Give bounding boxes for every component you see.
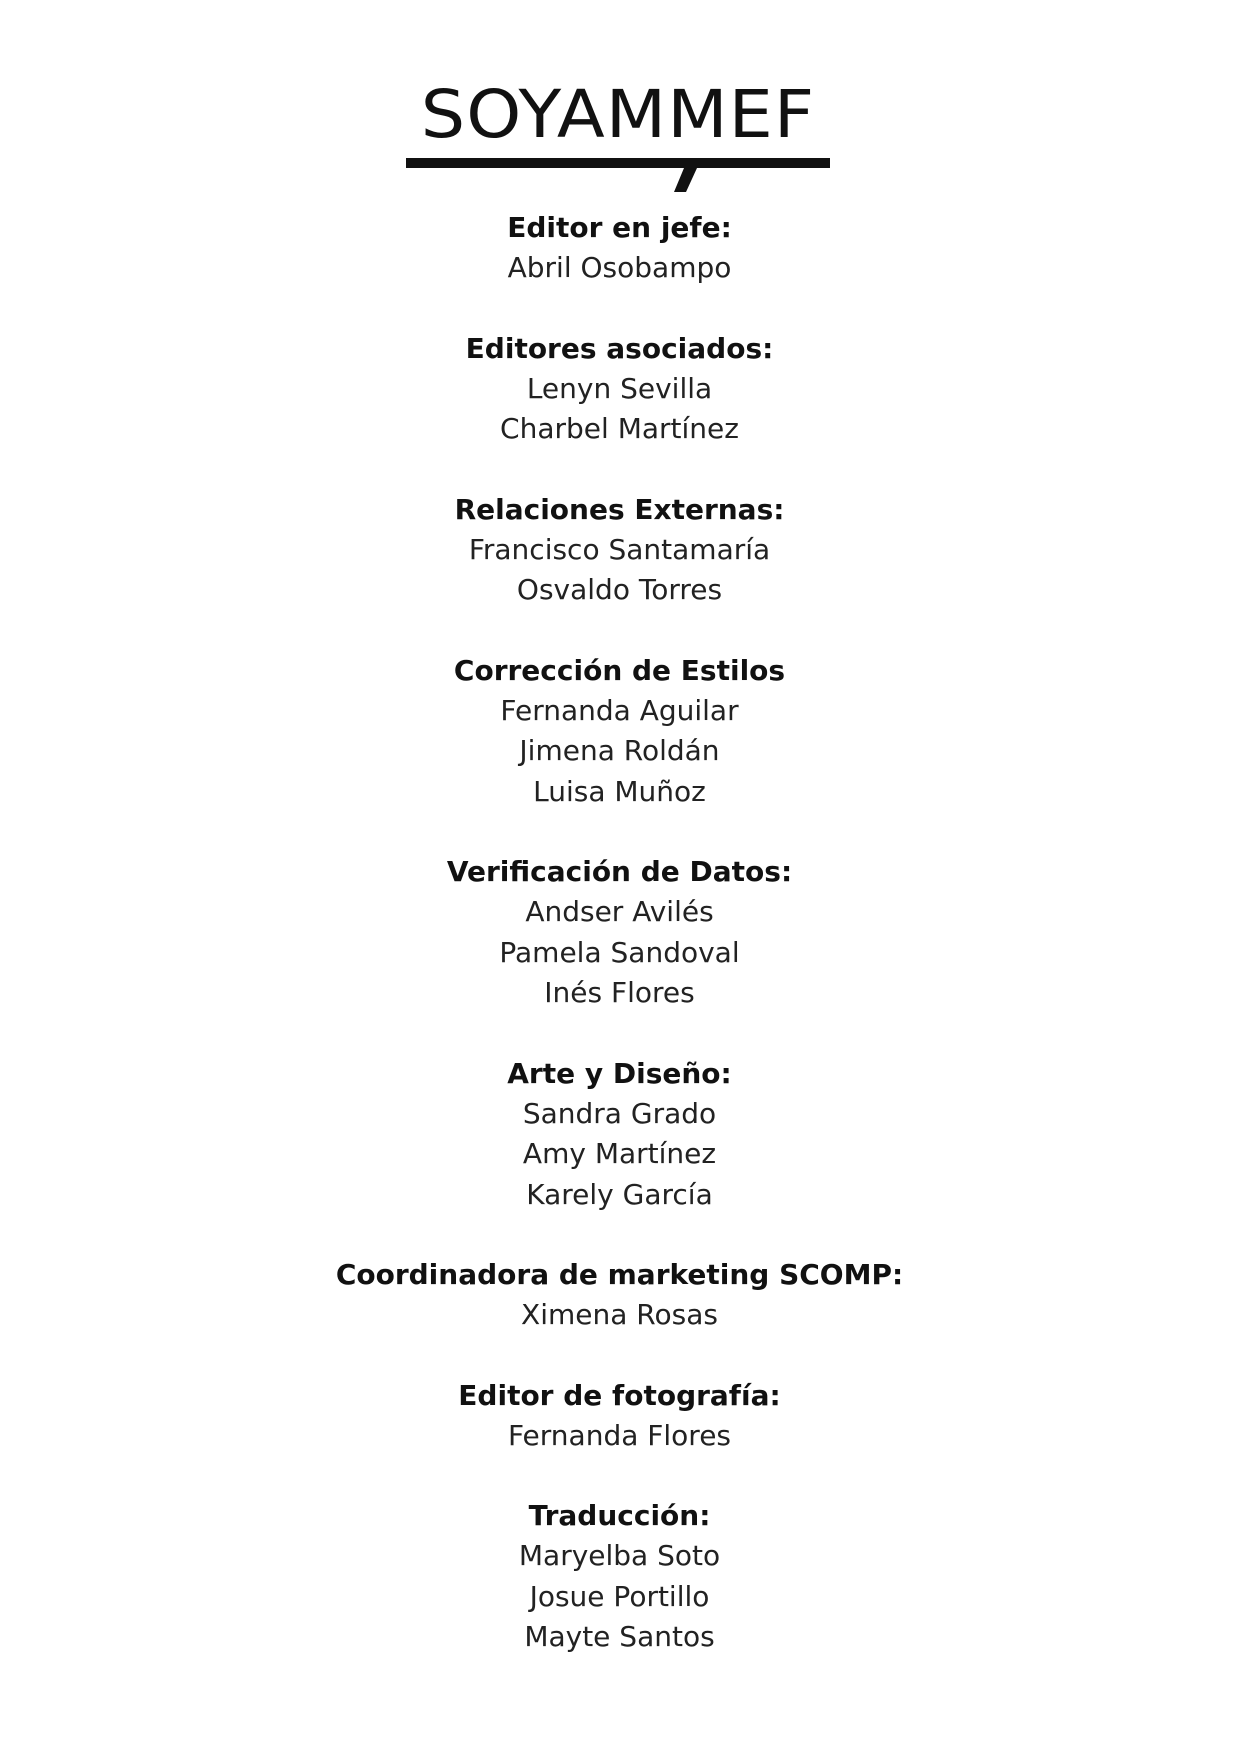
person-name: Pamela Sandoval: [499, 935, 740, 969]
role-heading: Corrección de Estilos: [453, 653, 786, 687]
person-name: Maryelba Soto: [518, 1539, 721, 1572]
credit-section-editor-de-fotografia: [0, 1376, 1239, 1457]
person-name: Fernanda Aguilar: [500, 693, 739, 727]
role-heading: Arte y Diseño:: [507, 1056, 732, 1090]
role-heading: Coordinadora de marketing SCOMP:: [335, 1258, 904, 1291]
credit-section-editor-en-jefe: [0, 208, 1239, 289]
credit-section-verificacion-de-datos: [0, 852, 1239, 1014]
person-name: Josue Portillo: [529, 1579, 710, 1613]
role-heading: Editor en jefe:: [507, 211, 732, 244]
person-name: Amy Martínez: [522, 1137, 717, 1170]
person-name: Mayte Santos: [524, 1620, 715, 1653]
credit-section-arte-y-diseno: [0, 1054, 1239, 1216]
person-name: Osvaldo Torres: [516, 573, 723, 606]
person-name: Charbel Martínez: [500, 412, 739, 445]
person-name: Sandra Grado: [522, 1096, 717, 1130]
person-name: Fernanda Flores: [507, 1418, 732, 1452]
person-name: Luisa Muñoz: [533, 774, 706, 808]
role-heading: Relaciones Externas:: [454, 492, 785, 526]
logo-wordmark: SOYAMMEF: [420, 76, 816, 153]
person-name: Inés Flores: [544, 976, 695, 1009]
person-name: Andser Avilés: [525, 895, 714, 928]
soyammef-logo: [406, 76, 830, 194]
role-heading: Editores asociados:: [465, 331, 774, 365]
person-name: Francisco Santamaría: [468, 532, 771, 566]
person-name: Lenyn Sevilla: [526, 371, 713, 405]
credit-section-coordinadora-marketing: [0, 1255, 1239, 1336]
role-heading: Editor de fotografía:: [458, 1378, 781, 1412]
credit-section-traduccion: [0, 1496, 1239, 1658]
person-name: Jimena Roldán: [519, 734, 720, 767]
credit-section-editores-asociados: [0, 329, 1239, 450]
person-name: Karely García: [526, 1177, 713, 1211]
person-name: Ximena Rosas: [521, 1298, 718, 1331]
credits-list: [0, 208, 1239, 1698]
role-heading: Traducción:: [528, 1499, 711, 1532]
credit-section-relaciones-externas: [0, 490, 1239, 611]
speech-bubble-icon: [406, 158, 830, 194]
credit-section-correccion-de-estilos: [0, 651, 1239, 813]
role-heading: Verificación de Datos:: [446, 855, 793, 888]
person-name: Abril Osobampo: [507, 251, 732, 284]
